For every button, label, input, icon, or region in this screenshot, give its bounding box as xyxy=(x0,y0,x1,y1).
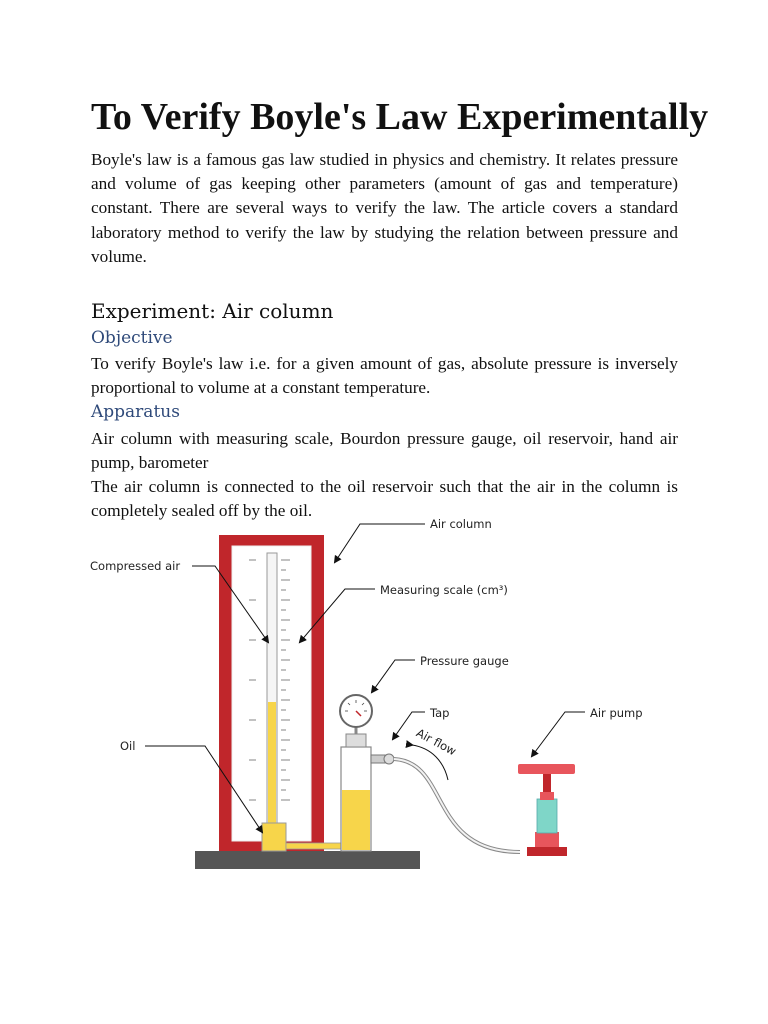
connecting-pipe xyxy=(286,843,341,849)
boyles-law-apparatus-diagram xyxy=(0,500,768,880)
pump-lower-body xyxy=(535,832,559,847)
leader-air-pump xyxy=(532,712,585,756)
oil-in-tube xyxy=(268,702,276,825)
label-air-column: Air column xyxy=(430,517,492,531)
base-platform xyxy=(195,851,420,869)
apparatus-heading: Apparatus xyxy=(91,402,180,422)
experiment-heading: Experiment: Air column xyxy=(91,299,334,323)
leader-pressure-gauge xyxy=(372,660,415,692)
pump-barrel xyxy=(537,799,557,833)
label-oil: Oil xyxy=(120,739,136,753)
oil-reservoir xyxy=(262,823,286,851)
label-pressure-gauge: Pressure gauge xyxy=(420,654,509,668)
pump-base xyxy=(527,847,567,856)
label-air-flow: Air flow xyxy=(413,725,459,759)
pump-handle xyxy=(518,764,575,774)
objective-heading: Objective xyxy=(91,328,173,348)
pump-collar xyxy=(540,792,554,800)
leader-air-column xyxy=(335,524,425,562)
cylinder-cap xyxy=(346,734,366,747)
apparatus-text: Air column with measuring scale, Bourdon pressure gauge, oil reservoir, hand air pump, barometer xyxy=(91,429,678,473)
apparatus-text-2: The air column is connected to the oil reservoir such that the air in the column is completely sealed off by the oil. xyxy=(91,477,678,521)
label-compressed-air: Compressed air xyxy=(90,559,181,573)
label-tap: Tap xyxy=(430,706,450,720)
tap-valve xyxy=(371,755,385,763)
intro-paragraph: Boyle's law is a famous gas law studied in physics and chemistry. It relates pressure and volume of gas keeping other parameters (amount of gas and temperature) constant. There are several ways to verify the law. The article covers a standard laboratory method to verify the law by studying the relation between pressure and volume. xyxy=(91,150,678,266)
objective-text: To verify Boyle's law i.e. for a given amount of gas, absolute pressure is inversely proportional to volume at a constant temperature. xyxy=(91,354,678,398)
page-title: To Verify Boyle's Law Experimentally xyxy=(91,96,709,138)
pump-rod xyxy=(543,773,551,792)
oil-in-cylinder xyxy=(342,790,370,850)
label-measuring-scale: Measuring scale (cm³) xyxy=(380,583,508,597)
label-air-pump: Air pump xyxy=(590,706,643,720)
tap-knob xyxy=(384,754,394,764)
air-hose xyxy=(394,759,520,852)
